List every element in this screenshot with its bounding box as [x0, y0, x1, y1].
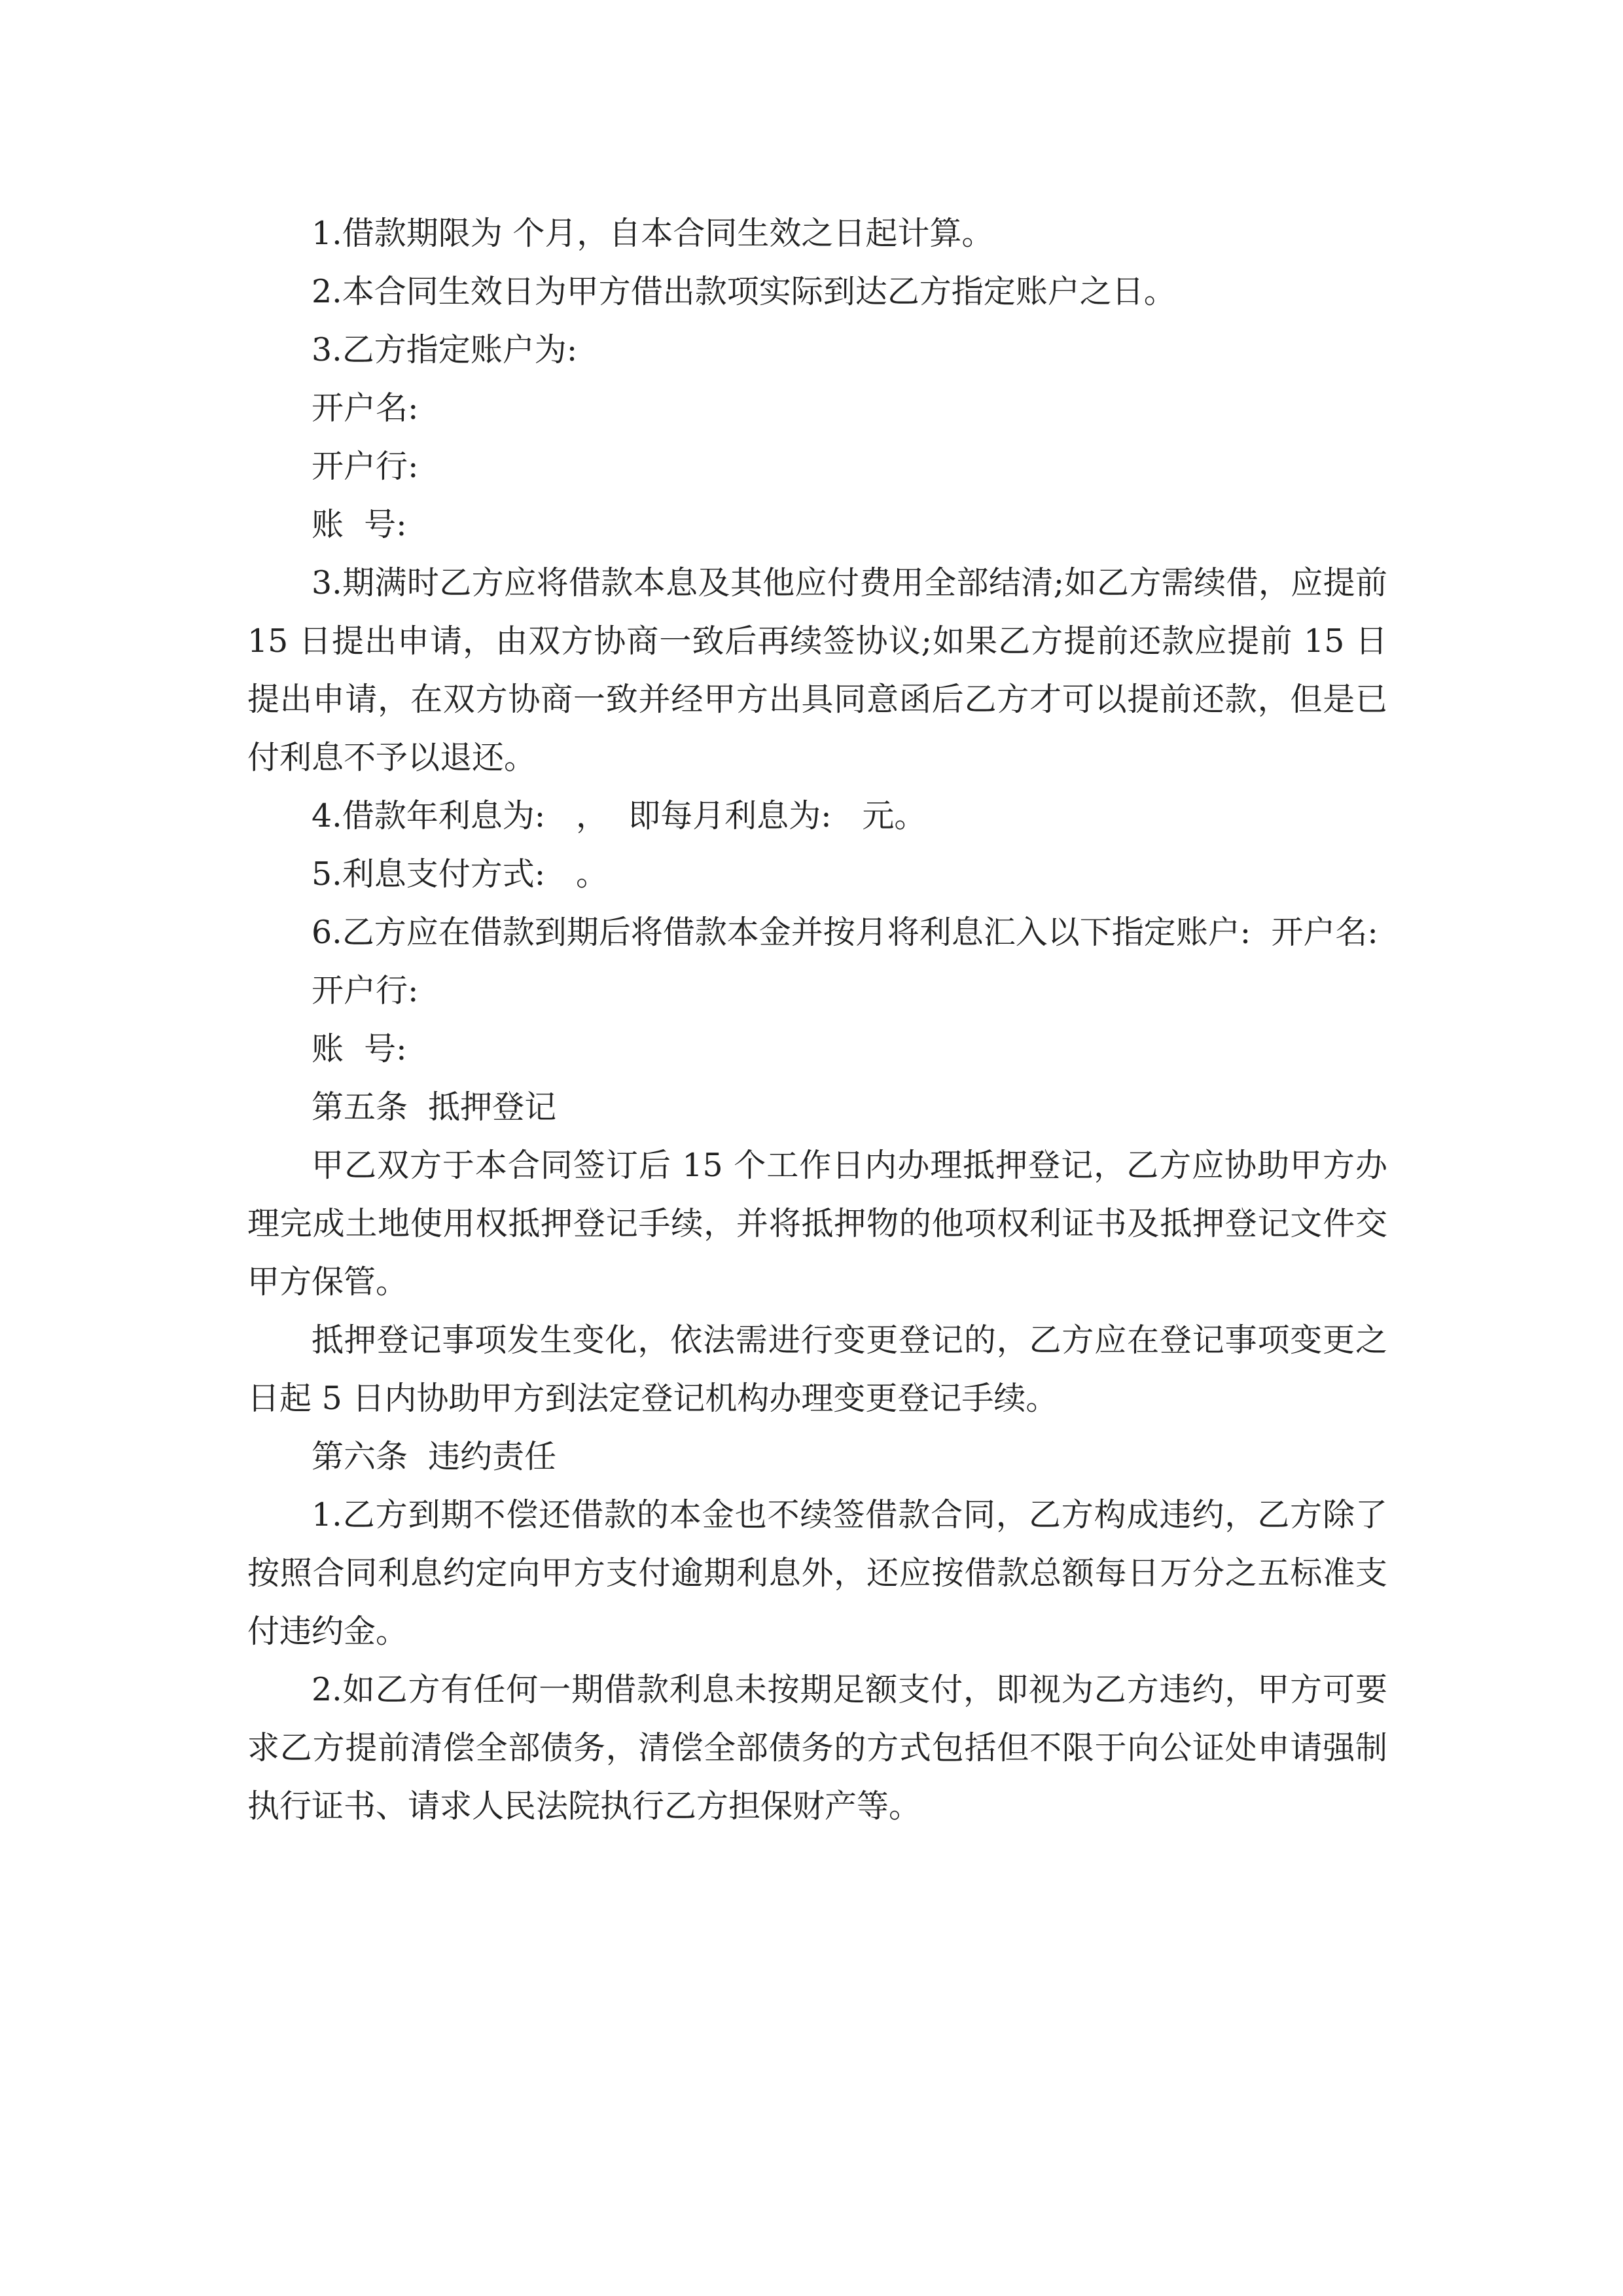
clause-repayment-account: 6.乙方应在借款到期后将借款本金并按月将利息汇入以下指定账户: 开户名: [312, 914, 1378, 951]
clause-mortgage-registration: 甲乙双方于本合同签订后 15 个工作日内办理抵押登记，乙方应协助甲方办理完成土地使用权抵押登记手续，并将抵押物的他项权利证书及抵押登记文件交甲方保管。 [247, 1147, 1387, 1300]
clause-designated-account: 3.乙方指定账户为: [312, 331, 578, 368]
article-5-heading: 第五条 抵押登记 [312, 1088, 557, 1126]
account-number-field: 账 号: [312, 506, 407, 543]
clause-loan-term: 1.借款期限为 个月，自本合同生效之日起计算。 [312, 215, 994, 252]
article-6-heading: 第六条 违约责任 [312, 1438, 557, 1475]
clause-interest-rate: 4.借款年利息为: ， 即每月利息为: 元。 [312, 797, 927, 834]
clause-effective-date: 2.本合同生效日为甲方借出款项实际到达乙方指定账户之日。 [312, 273, 1176, 310]
clause-interest-payment-method: 5.利息支付方式: 。 [312, 855, 608, 893]
clause-breach-penalty: 1.乙方到期不偿还借款的本金也不续签借款合同，乙方构成违约，乙方除了按照合同利息约定向甲方支付逾期利息外，还应按借款总额每日万分之五标准支付违约金。 [247, 1496, 1387, 1650]
repayment-account-number-field: 账 号: [312, 1030, 407, 1067]
account-bank-field: 开户行: [312, 448, 419, 485]
clause-registration-change: 抵押登记事项发生变化，依法需进行变更登记的，乙方应在登记事项变更之日起 5 日内协助甲方到法定登记机构办理变更登记手续。 [247, 1321, 1387, 1417]
account-name-field: 开户名: [312, 389, 419, 427]
clause-default-acceleration: 2.如乙方有任何一期借款利息未按期足额支付，即视为乙方违约，甲方可要求乙方提前清偿全部债务，清偿全部债务的方式包括但不限于向公证处申请强制执行证书、请求人民法院执行乙方担保财产等。 [247, 1671, 1387, 1825]
clause-settlement: 3.期满时乙方应将借款本息及其他应付费用全部结清;如乙方需续借，应提前 15 日提出申请，由双方协商一致后再续签协议;如果乙方提前还款应提前 15 日提出申请，在双方协商一致并经甲方出具同意函后乙方才可以提前还款，但是已付利息不予以退还。 [247, 564, 1398, 776]
repayment-account-bank-field: 开户行: [312, 972, 419, 1009]
document-body [247, 204, 1398, 1835]
